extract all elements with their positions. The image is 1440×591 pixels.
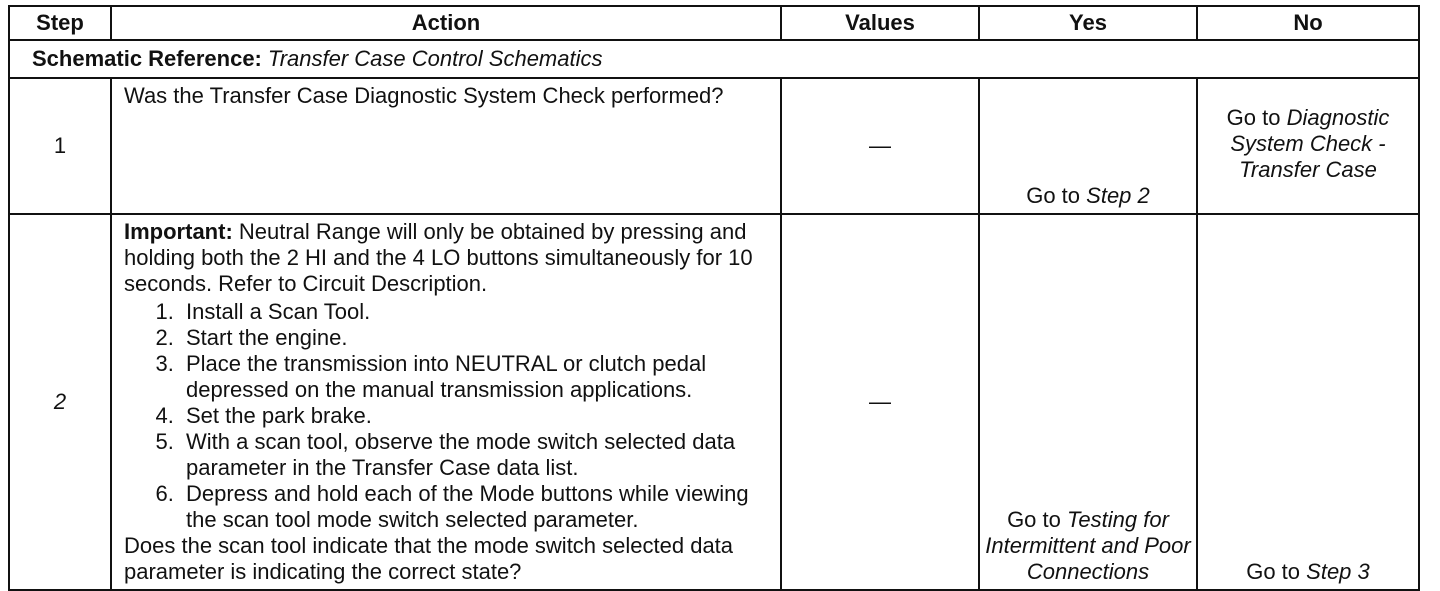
header-step: Step xyxy=(9,6,111,40)
schematic-reference xyxy=(9,40,1419,78)
list-item: 4. Set the park brake. xyxy=(180,403,770,429)
step-number: 2 xyxy=(9,214,111,590)
header-no: No xyxy=(1197,6,1419,40)
list-item: 1. Install a Scan Tool. xyxy=(180,299,770,325)
table-row xyxy=(9,214,1419,590)
header-action: Action xyxy=(111,6,781,40)
value-cell: — xyxy=(781,214,979,590)
schematic-link[interactable]: Transfer Case Control Schematics xyxy=(267,46,603,71)
action-text: Was the Transfer Case Diagnostic System Check performed? xyxy=(111,78,781,214)
yes-link[interactable]: Step 2 xyxy=(1086,183,1150,208)
list-item: 3. Place the transmission into NEUTRAL or clutch pedal depressed on the manual transmission applications. xyxy=(180,351,770,403)
header-values: Values xyxy=(781,6,979,40)
list-item: 6. Depress and hold each of the Mode buttons while viewing the scan tool mode switch selected parameter. xyxy=(180,481,770,533)
important-label: Important: xyxy=(124,219,233,244)
no-cell xyxy=(1197,214,1419,590)
yes-link[interactable]: Testing for Intermittent and Poor Connections xyxy=(985,507,1191,584)
table-row xyxy=(9,78,1419,214)
important-note xyxy=(124,219,770,297)
action-cell xyxy=(111,214,781,590)
yes-prefix: Go to xyxy=(1026,183,1081,208)
yes-prefix: Go to xyxy=(1007,507,1061,532)
diagnostic-table xyxy=(8,5,1420,591)
schematic-label: Schematic Reference: xyxy=(32,46,262,71)
no-prefix: Go to xyxy=(1226,105,1281,130)
schematic-row xyxy=(9,40,1419,78)
yes-cell xyxy=(979,214,1197,590)
procedure-list xyxy=(124,299,770,533)
list-item: 2. Start the engine. xyxy=(180,325,770,351)
no-cell xyxy=(1197,78,1419,214)
list-item: 5. With a scan tool, observe the mode switch selected data parameter in the Transfer Case data list. xyxy=(180,429,770,481)
no-prefix: Go to xyxy=(1246,559,1301,584)
no-link[interactable]: Diagnostic System Check - Transfer Case xyxy=(1230,105,1390,182)
important-text: Neutral Range will only be obtained by pressing and holding both the 2 HI and the 4 LO buttons simultaneously for 10 seconds. Refer to Circuit Description. xyxy=(124,219,753,296)
value-cell: — xyxy=(781,78,979,214)
yes-cell xyxy=(979,78,1197,214)
header-row xyxy=(9,6,1419,40)
no-link[interactable]: Step 3 xyxy=(1306,559,1370,584)
step-number: 1 xyxy=(9,78,111,214)
question-text: Does the scan tool indicate that the mode switch selected data parameter is indicating the correct state? xyxy=(124,533,734,584)
header-yes: Yes xyxy=(979,6,1197,40)
